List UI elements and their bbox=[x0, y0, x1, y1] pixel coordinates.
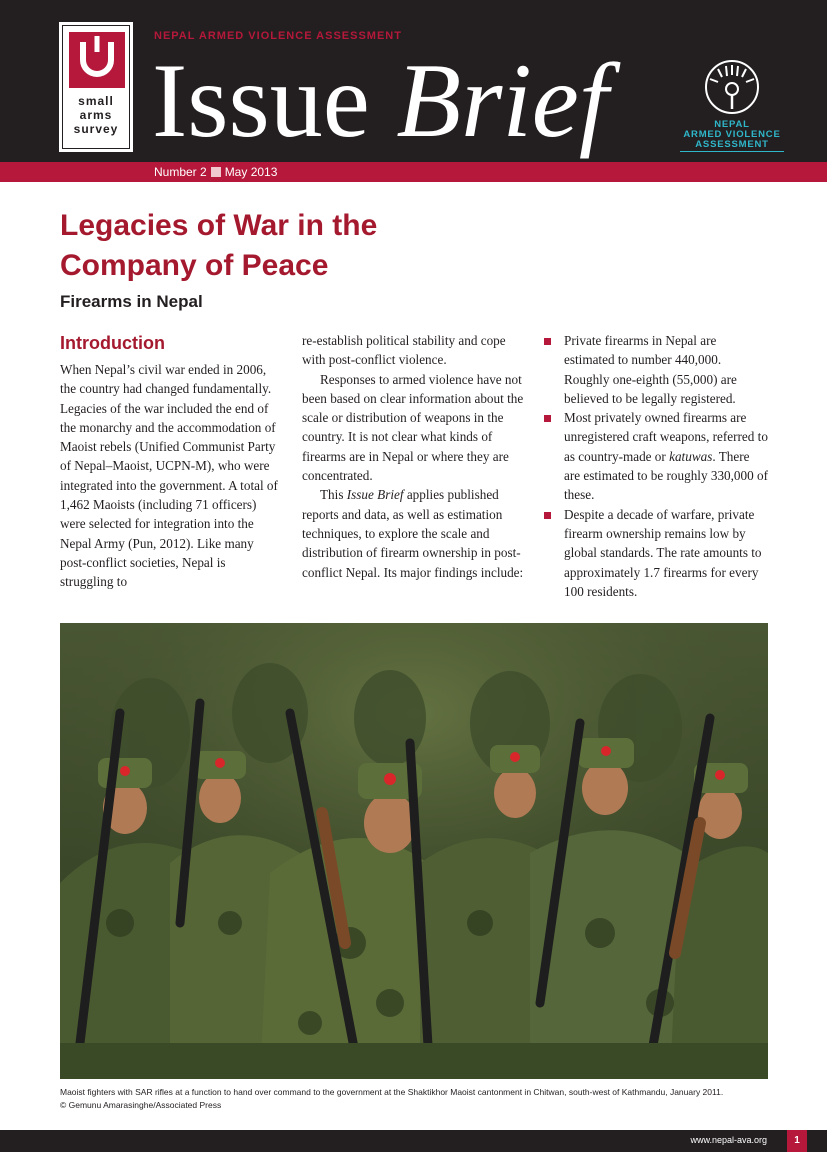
section-heading-introduction: Introduction bbox=[60, 333, 165, 353]
nava-line-2: ARMED VIOLENCE bbox=[683, 129, 781, 140]
page-number: 1 bbox=[787, 1130, 807, 1152]
photo-caption bbox=[60, 1086, 780, 1112]
logo-frame bbox=[62, 25, 130, 149]
nava-line-3: ASSESSMENT bbox=[695, 139, 769, 150]
title-word-brief: Brief bbox=[396, 42, 609, 159]
finding-item bbox=[544, 408, 768, 504]
page-footer bbox=[0, 1130, 827, 1152]
nava-logo-wordmark bbox=[676, 120, 788, 152]
article-title bbox=[60, 206, 560, 286]
text-run: applies published reports and data, as well as estimation techniques, to explore the scale and distribution of firearm ownership in post-conflict Nepal. Its major findings include: bbox=[302, 487, 524, 580]
nava-rule bbox=[680, 151, 784, 152]
nava-line-1: NEPAL bbox=[714, 119, 750, 130]
photo-illustration bbox=[60, 623, 768, 1079]
article-title-line-2: Company of Peace bbox=[60, 249, 329, 282]
paragraph-this-brief bbox=[302, 485, 526, 581]
title-word-issue: Issue bbox=[152, 42, 370, 159]
issue-number: Number 2 bbox=[154, 165, 207, 179]
intro-paragraph: When Nepal’s civil war ended in 2006, the country had changed fundamentally. Legacies of the war included the end of the monarchy and the accommodation of Maoist rebels (Unified Communist Party of Nepal–Maoist, UCPN-M), who were integrated into the government. A total of 1,462 Maoists (including 71 officers) were selected for integration into the Nepal Army (Pun, 2012). Like many post-conflict societies, Nepal is struggling to bbox=[60, 362, 278, 590]
cover-photo bbox=[60, 623, 768, 1079]
paragraph-continuation: re-establish political stability and cope with post-conflict violence. bbox=[302, 333, 506, 368]
paragraph-responses: Responses to armed violence have not been based on clear information about the scale or distribution of weapons in the country. It is not clear what kinds of firearms are in Nepal or where they are concentrated. bbox=[302, 371, 524, 484]
column-3 bbox=[544, 331, 768, 601]
text-run: Most privately owned firearms are unregistered craft weapons, referred to as country-made or bbox=[564, 410, 768, 464]
masthead-red-bar bbox=[0, 162, 827, 182]
text-run: . There are estimated to be roughly 330,000 of these. bbox=[564, 448, 768, 503]
article-title-line-1: Legacies of War in the bbox=[60, 209, 378, 242]
finding-item: Despite a decade of warfare, private firearm ownership remains low by global standards. The rate amounts to approximately 1.7 firearms for every 100 residents. bbox=[544, 505, 768, 601]
separator-square-icon bbox=[211, 167, 221, 177]
issue-date: May 2013 bbox=[224, 165, 278, 179]
findings-list bbox=[544, 331, 768, 601]
footer-website-link[interactable]: www.nepal-ava.org bbox=[690, 1135, 767, 1145]
logo-word-arms: arms bbox=[79, 108, 113, 122]
publication-title bbox=[152, 42, 608, 160]
caption-text: Maoist fighters with SAR rifles at a function to hand over command to the government at the Shaktikhor Maoist cantonment in Chitwan, south-west of Kathmandu, January 2011. bbox=[60, 1087, 724, 1097]
text-run: This bbox=[320, 487, 347, 503]
small-arms-survey-logo bbox=[58, 21, 134, 153]
column-2 bbox=[302, 331, 526, 582]
emphasis-katuwas: katuwas bbox=[669, 448, 713, 464]
logo-word-survey: survey bbox=[73, 122, 119, 136]
finding-item: Private firearms in Nepal are estimated to number 440,000. Roughly one-eighth (55,000) are believed to be legally registered. bbox=[544, 331, 768, 408]
logo-word-small: small bbox=[78, 94, 114, 108]
logo-emblem-icon bbox=[69, 32, 125, 88]
article-subtitle: Firearms in Nepal bbox=[60, 292, 203, 311]
logo-wordmark bbox=[63, 94, 129, 136]
emphasis-issue-brief: Issue Brief bbox=[346, 487, 404, 503]
issue-number-line bbox=[154, 165, 277, 179]
photo-credit: © Gemunu Amarasinghe/Associated Press bbox=[60, 1100, 222, 1110]
series-kicker: NEPAL ARMED VIOLENCE ASSESSMENT bbox=[154, 30, 402, 42]
column-1 bbox=[60, 331, 282, 592]
